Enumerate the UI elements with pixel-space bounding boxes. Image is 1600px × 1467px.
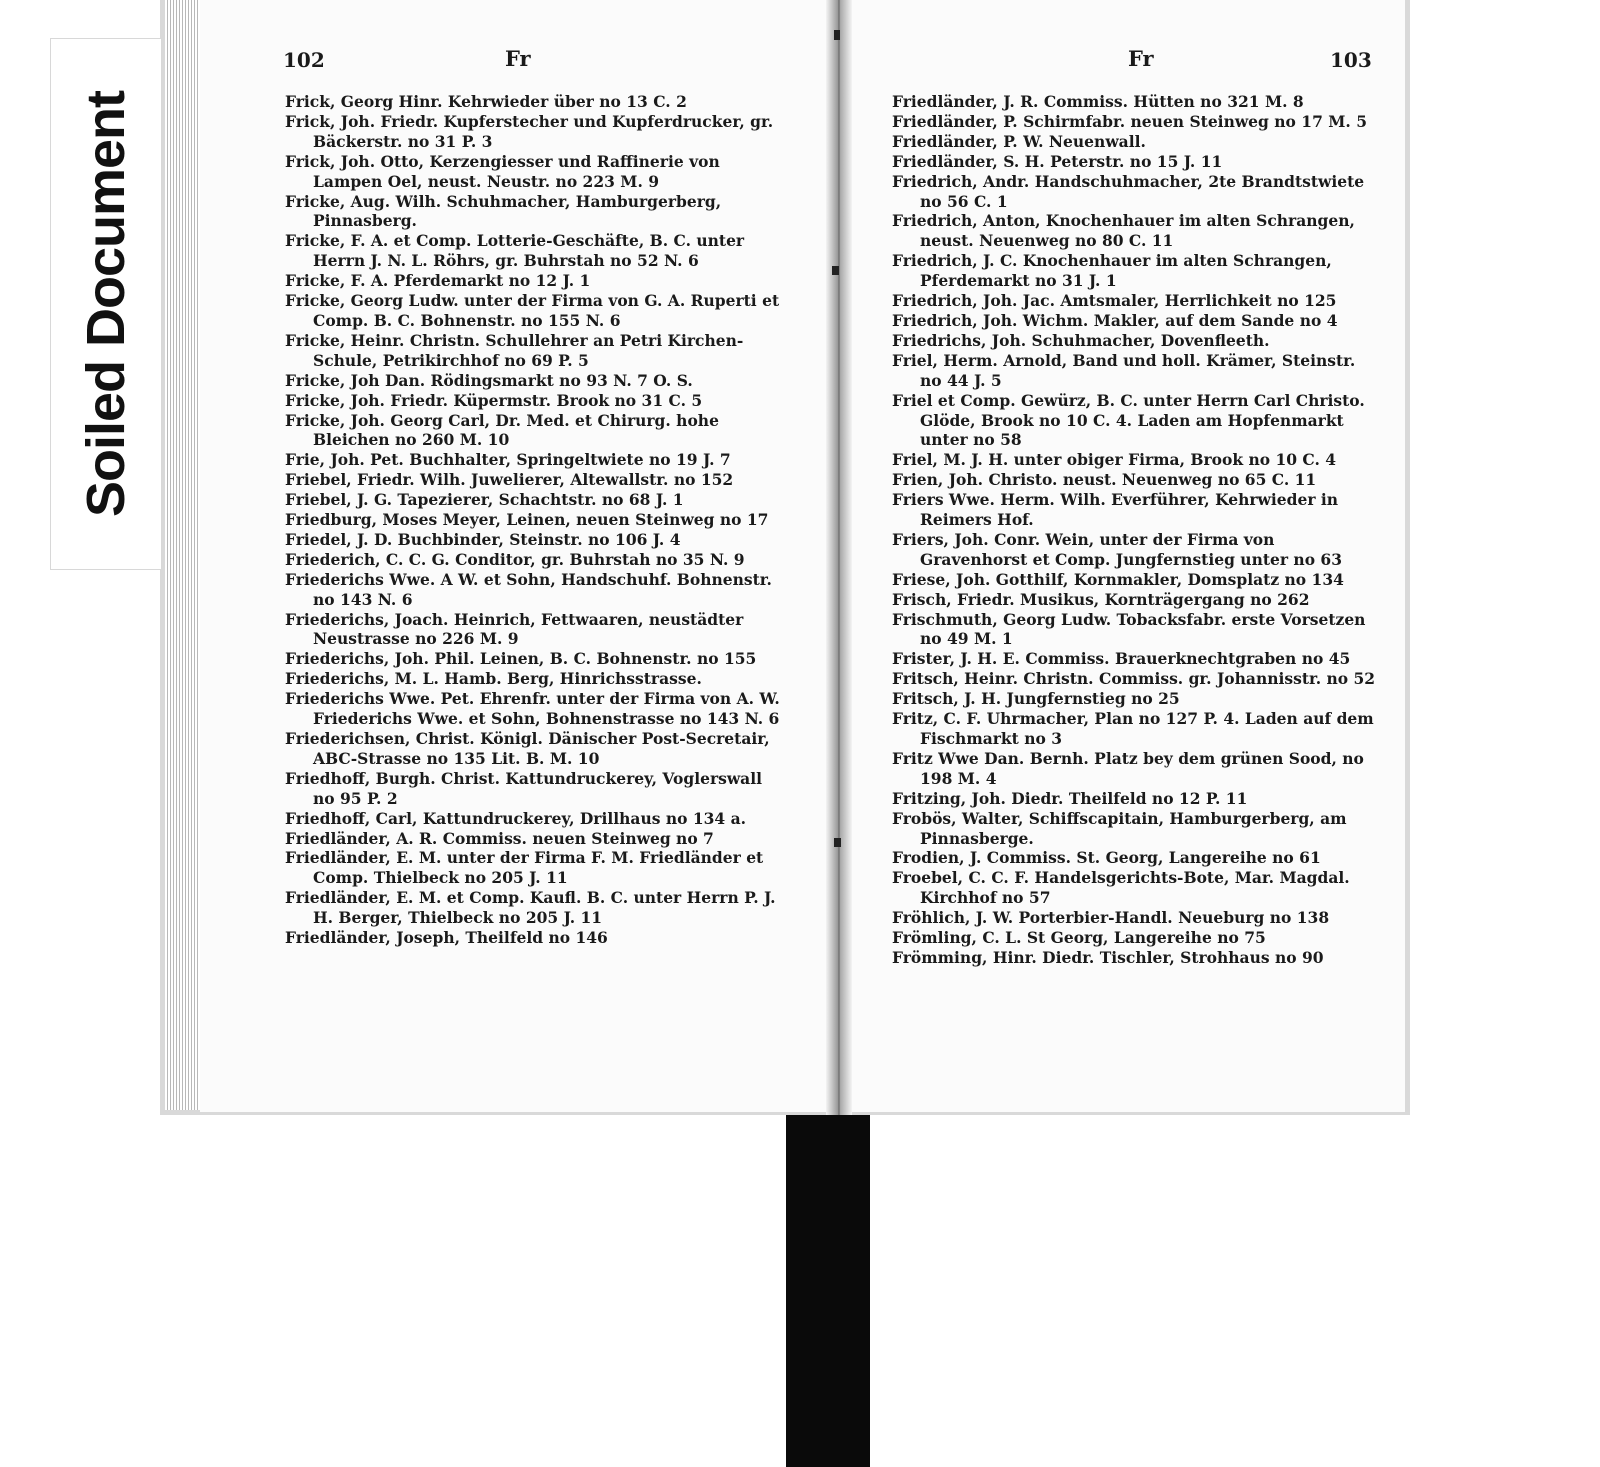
directory-entry: Fritsch, J. H. Jungfernstieg no 25 <box>892 689 1180 709</box>
directory-entry: Frömming, Hinr. Diedr. Tischler, Strohhaus no 90 <box>892 947 1324 967</box>
running-head: Fr <box>505 46 531 71</box>
directory-entry: Friedländer, E. M. et Comp. Kaufl. B. C. unter Herrn P. J. H. Berger, Thielbeck no 205 J. 11 <box>285 888 776 928</box>
directory-entry: Friel, M. J. H. unter obiger Firma, Brook no 10 C. 4 <box>892 450 1337 470</box>
bookmark-ribbon <box>786 1115 870 1467</box>
directory-entry: Friedrich, Anton, Knochenhauer im alten Schrangen, neust. Neuenweg no 80 C. 11 <box>892 211 1355 251</box>
right-page <box>840 0 1405 1112</box>
directory-entry: Friederichs Wwe. Pet. Ehrenfr. unter der Firma von A. W. Friederichs Wwe. et Sohn, Bohnenstrasse no 143 N. 6 <box>285 689 780 729</box>
page-number: 103 <box>1330 48 1372 72</box>
directory-entry: Fricke, Joh. Friedr. Küpermstr. Brook no 31 C. 5 <box>285 390 703 410</box>
directory-entry: Friebel, J. G. Tapezierer, Schachtstr. no 68 J. 1 <box>285 490 684 510</box>
directory-entry: Fröhlich, J. W. Porterbier-Handl. Neueburg no 138 <box>892 908 1330 928</box>
directory-entry: Frick, Georg Hinr. Kehrwieder über no 13 C. 2 <box>285 92 687 111</box>
directory-entry: Frick, Joh. Friedr. Kupferstecher und Kupferdrucker, gr. Bäckerstr. no 31 P. 3 <box>285 111 774 151</box>
left-page <box>200 0 839 1112</box>
directory-entry: Fricke, Joh Dan. Rödingsmarkt no 93 N. 7 O. S. <box>285 370 693 390</box>
directory-entry: Friedländer, P. Schirmfabr. neuen Steinweg no 17 M. 5 <box>892 111 1367 131</box>
directory-entry: Fricke, F. A. Pferdemarkt no 12 J. 1 <box>285 271 591 291</box>
directory-entry: Friederichs, Joach. Heinrich, Fettwaaren, neustädter Neustrasse no 226 M. 9 <box>285 609 744 649</box>
directory-entry: Frischmuth, Georg Ludw. Tobacksfabr. erste Vorsetzen no 49 M. 1 <box>892 609 1366 649</box>
directory-entry: Friedländer, J. R. Commiss. Hütten no 321 M. 8 <box>892 92 1304 111</box>
directory-entry: Friel et Comp. Gewürz, B. C. unter Herrn Carl Christo. Glöde, Brook no 10 C. 4. Laden am Hopfenmarkt unter no 58 <box>892 390 1365 450</box>
directory-entry: Frick, Joh. Otto, Kerzengiesser und Raffinerie von Lampen Oel, neust. Neustr. no 223 M. 9 <box>285 151 720 191</box>
directory-entry: Friedländer, P. W. Neuenwall. <box>892 131 1146 151</box>
directory-entry: Friedrichs, Joh. Schuhmacher, Dovenfleeth. <box>892 330 1270 350</box>
directory-entry: Friederichs Wwe. A W. et Sohn, Handschuhf. Bohnenstr. no 143 N. 6 <box>285 569 772 609</box>
directory-entry: Friese, Joh. Gotthilf, Kornmakler, Domsplatz no 134 <box>892 569 1344 589</box>
page-number: 102 <box>283 48 325 72</box>
directory-entry: Frister, J. H. E. Commiss. Brauerknechtgraben no 45 <box>892 649 1351 669</box>
directory-entry: Friederichs, M. L. Hamb. Berg, Hinrichsstrasse. <box>285 669 702 689</box>
ink-speck <box>834 838 841 847</box>
directory-entry: Frobös, Walter, Schiffscapitain, Hamburgerberg, am Pinnasberge. <box>892 808 1347 848</box>
directory-entry: Froebel, C. C. F. Handelsgerichts-Bote, Mar. Magdal. Kirchhof no 57 <box>892 868 1350 908</box>
directory-entry: Friedel, J. D. Buchbinder, Steinstr. no 106 J. 4 <box>285 529 681 549</box>
directory-entries-right <box>892 92 1377 968</box>
directory-entry: Fricke, Georg Ludw. unter der Firma von G. A. Ruperti et Comp. B. C. Bohnenstr. no 155 N. 6 <box>285 291 780 330</box>
stamp-label: Soiled Document <box>76 90 136 518</box>
directory-entry: Frodien, J. Commiss. St. Georg, Langereihe no 61 <box>892 848 1321 868</box>
directory-entry: Fricke, Joh. Georg Carl, Dr. Med. et Chirurg. hohe Bleichen no 260 M. 10 <box>285 410 719 450</box>
directory-entry: Friedrich, J. C. Knochenhauer im alten Schrangen, Pferdemarkt no 31 J. 1 <box>892 251 1332 291</box>
directory-entry: Fritsch, Heinr. Christn. Commiss. gr. Johannisstr. no 52 <box>892 669 1376 689</box>
directory-entry: Frie, Joh. Pet. Buchhalter, Springeltwiete no 19 J. 7 <box>285 450 731 470</box>
directory-entry: Friedrich, Joh. Jac. Amtsmaler, Herrlichkeit no 125 <box>892 291 1337 311</box>
directory-entry: Friebel, Friedr. Wilh. Juwelierer, Altewallstr. no 152 <box>285 470 734 490</box>
directory-entry: Friedländer, E. M. unter der Firma F. M. Friedländer et Comp. Thielbeck no 205 J. 11 <box>285 848 764 888</box>
directory-entry: Friedländer, S. H. Peterstr. no 15 J. 11 <box>892 151 1223 171</box>
directory-entry: Fritzing, Joh. Diedr. Theilfeld no 12 P. 11 <box>892 788 1248 808</box>
directory-entry: Fricke, Aug. Wilh. Schuhmacher, Hamburgerberg, Pinnasberg. <box>285 191 722 231</box>
directory-entry: Friel, Herm. Arnold, Band und holl. Krämer, Steinstr. no 44 J. 5 <box>892 350 1356 390</box>
directory-entry: Fritz, C. F. Uhrmacher, Plan no 127 P. 4. Laden auf dem Fischmarkt no 3 <box>892 709 1374 748</box>
directory-entry: Friers Wwe. Herm. Wilh. Everführer, Kehrwieder in Reimers Hof. <box>892 490 1339 530</box>
directory-entry: Friedländer, A. R. Commiss. neuen Steinweg no 7 <box>285 828 714 848</box>
book-gutter <box>826 0 852 1115</box>
soiled-document-stamp <box>50 38 162 570</box>
directory-entries-left <box>285 92 780 948</box>
ink-speck <box>834 30 840 40</box>
directory-entry: Friedrich, Joh. Wichm. Makler, auf dem Sande no 4 <box>892 310 1338 330</box>
directory-entry: Frisch, Friedr. Musikus, Kornträgergang no 262 <box>892 589 1310 609</box>
directory-entry: Fricke, F. A. et Comp. Lotterie-Geschäfte, B. C. unter Herrn J. N. L. Röhrs, gr. Buhrstah no 52 N. 6 <box>285 231 745 271</box>
directory-entry: Frien, Joh. Christo. neust. Neuenweg no 65 C. 11 <box>892 470 1317 490</box>
directory-entry: Friedhoff, Burgh. Christ. Kattundruckerey, Voglerswall no 95 P. 2 <box>285 768 762 808</box>
page-stack-edges <box>165 0 205 1110</box>
directory-entry: Friedhoff, Carl, Kattundruckerey, Drillhaus no 134 a. <box>285 808 747 828</box>
directory-entry: Friederich, C. C. G. Conditor, gr. Buhrstah no 35 N. 9 <box>285 549 745 569</box>
directory-entry: Friers, Joh. Conr. Wein, unter der Firma von Gravenhorst et Comp. Jungfernstieg unter no 63 <box>892 529 1343 569</box>
directory-entry: Fricke, Heinr. Christn. Schullehrer an Petri Kirchen-Schule, Petrikirchhof no 69 P. 5 <box>285 330 744 370</box>
directory-entry: Fritz Wwe Dan. Bernh. Platz bey dem grünen Sood, no 198 M. 4 <box>892 748 1364 788</box>
directory-entry: Friederichs, Joh. Phil. Leinen, B. C. Bohnenstr. no 155 <box>285 649 757 669</box>
directory-entry: Friedländer, Joseph, Theilfeld no 146 <box>285 928 608 948</box>
directory-entry: Friedrich, Andr. Handschuhmacher, 2te Brandtstwiete no 56 C. 1 <box>892 171 1365 211</box>
directory-entry: Frömling, C. L. St Georg, Langereihe no 75 <box>892 928 1266 948</box>
running-head: Fr <box>1128 46 1154 71</box>
ink-speck <box>832 266 839 275</box>
directory-entry: Friedburg, Moses Meyer, Leinen, neuen Steinweg no 17 <box>285 510 769 530</box>
directory-entry: Friederichsen, Christ. Königl. Dänischer Post-Secretair, ABC-Strasse no 135 Lit. B. M. 10 <box>285 729 770 768</box>
